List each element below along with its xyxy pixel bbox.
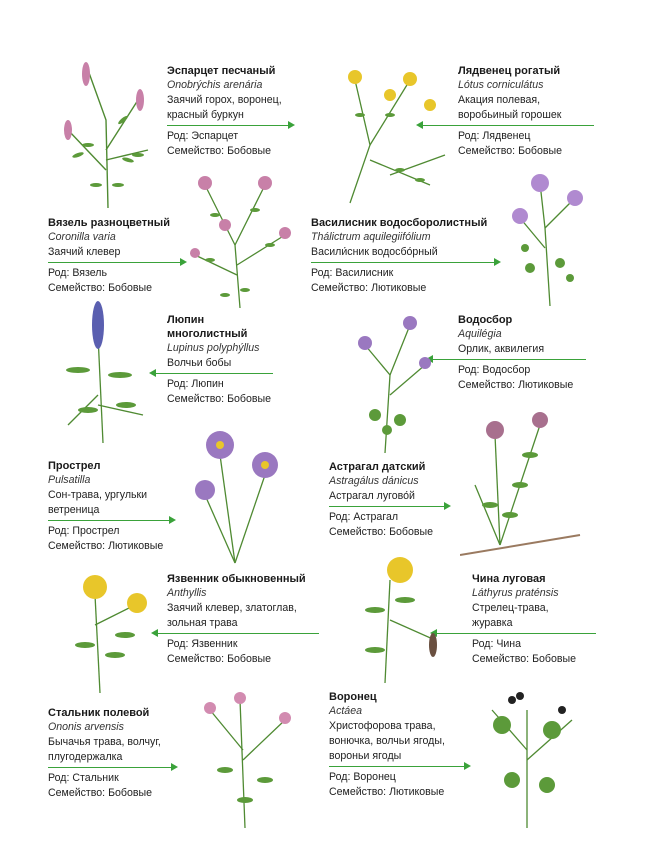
arrow-left <box>153 633 319 634</box>
plant-family: Семейство: Бобовые <box>472 653 577 665</box>
plant-latin: Anthyllis <box>167 587 207 599</box>
plant-latin: Thálictrum aquilegiifólium <box>311 231 431 243</box>
plant-family: Семейство: Лютиковые <box>329 786 445 798</box>
arrow-left <box>432 633 596 634</box>
voronets-illustration <box>472 670 592 830</box>
plant-title: Люпин многолистный <box>167 314 248 340</box>
entry-yazvennik <box>167 572 319 667</box>
arrow-right <box>48 767 176 768</box>
plant-common: Заячий горох, воронец, красный буркун <box>167 94 282 121</box>
plant-genus: Род: Язвенник <box>167 638 238 650</box>
arrow-right <box>48 262 185 263</box>
plant-title: Стальник полевой <box>48 707 150 719</box>
entry-vodosbor <box>458 313 588 393</box>
entry-china <box>472 572 594 667</box>
plant-latin: Coronilla varia <box>48 231 116 243</box>
plant-family: Семейство: Бобовые <box>458 145 563 157</box>
plant-latin: Astragálus dánicus <box>329 475 419 487</box>
entry-vyazel <box>48 216 188 296</box>
plant-latin: Aquilégia <box>458 328 502 340</box>
entry-astragal <box>329 460 451 540</box>
plant-title: Воронец <box>329 691 377 703</box>
plant-genus: Род: Стальник <box>48 772 119 784</box>
esparcet-illustration <box>48 60 163 210</box>
entry-vasilisnik <box>311 216 501 296</box>
plant-common: Заячий клевер, златоглав, зольная трава <box>167 602 297 629</box>
plant-common: Бычачья трава, волчуг, плугодержалка <box>48 736 161 763</box>
plant-latin: Pulsatilla <box>48 474 91 486</box>
entry-lyadvenets <box>458 64 594 159</box>
plant-family: Семейство: Бобовые <box>167 653 272 665</box>
plant-family: Семейство: Бобовые <box>167 393 272 405</box>
arrow-left <box>151 373 273 374</box>
plant-genus: Род: Чина <box>472 638 522 650</box>
plant-common: Стрелец-трава, журавка <box>472 602 549 629</box>
vodosbor-illustration <box>345 305 455 455</box>
stalnik-illustration <box>195 680 305 830</box>
plant-title: Вязель разноцветный <box>48 217 170 229</box>
plant-common: Сон-трава, ургульки ветреница <box>48 489 148 516</box>
plant-title: Язвенник обыкновенный <box>167 573 306 585</box>
plant-title: Водосбор <box>458 314 513 326</box>
plant-common: Волчьи бобы <box>167 357 232 369</box>
plant-family: Семейство: Бобовые <box>167 145 272 157</box>
prostrel-illustration <box>185 415 295 565</box>
plant-family: Семейство: Бобовые <box>48 282 153 294</box>
plant-genus: Род: Водосбор <box>458 364 531 376</box>
entry-stalnik <box>48 706 168 801</box>
plant-family: Семейство: Бобовые <box>48 787 153 799</box>
plant-family: Семейство: Лютиковые <box>458 379 574 391</box>
plant-latin: Onobrýchis arenária <box>167 79 263 91</box>
plant-common: Астрагал лугово́й <box>329 490 415 502</box>
plant-common: Васили́сник водосбо́рный <box>311 246 438 258</box>
arrow-right <box>311 262 499 263</box>
plant-family: Семейство: Бобовые <box>329 526 434 538</box>
plant-genus: Род: Лядвенец <box>458 130 531 142</box>
plant-family: Семейство: Лютиковые <box>48 540 164 552</box>
plant-latin: Lupinus polyphýllus <box>167 342 260 354</box>
plant-latin: Ononis arvensis <box>48 721 124 733</box>
plant-common: Акация полевая, воробьиный горошек <box>458 94 562 121</box>
arrow-right <box>48 520 174 521</box>
plant-title: Астрагал датский <box>329 461 426 473</box>
plant-common: Христофорова трава, вонючка, волчьи ягоды, вороньи ягоды <box>329 720 445 762</box>
plant-title: Чина луговая <box>472 573 546 585</box>
plant-title: Василисник водосборолистный <box>311 217 488 229</box>
astragal-illustration <box>460 395 585 560</box>
plant-genus: Род: Эспарцет <box>167 130 239 142</box>
plant-common: Заячий клевер <box>48 246 121 258</box>
plant-genus: Род: Воронец <box>329 771 396 783</box>
plant-title: Прострел <box>48 460 101 472</box>
entry-lupin <box>167 313 273 407</box>
arrow-right <box>329 766 469 767</box>
entry-prostrel <box>48 459 170 554</box>
lyadvenets-illustration <box>330 65 450 205</box>
vasilisnik-illustration <box>500 168 595 308</box>
plant-genus: Род: Василисник <box>311 267 394 279</box>
plant-genus: Род: Астрагал <box>329 511 399 523</box>
plant-family: Семейство: Лютиковые <box>311 282 427 294</box>
arrow-right <box>167 125 293 126</box>
plant-title: Лядвенец рогатый <box>458 65 561 77</box>
plant-genus: Род: Люпин <box>167 378 224 390</box>
plant-latin: Actáea <box>329 705 362 717</box>
arrow-right <box>329 506 449 507</box>
plant-genus: Род: Прострел <box>48 525 120 537</box>
plant-latin: Láthyrus praténsis <box>472 587 559 599</box>
plant-title: Эспарцет песчаный <box>167 65 276 77</box>
plant-common: Орлик, аквилегия <box>458 343 545 355</box>
plant-genus: Род: Вязель <box>48 267 107 279</box>
entry-esparcet <box>167 64 295 159</box>
entry-voronets <box>329 690 461 800</box>
china-illustration <box>345 550 455 685</box>
plant-latin: Lótus corniculátus <box>458 79 544 91</box>
lupin-illustration <box>48 295 158 445</box>
vyazel-illustration <box>185 165 305 310</box>
yazvennik-illustration <box>55 565 155 695</box>
